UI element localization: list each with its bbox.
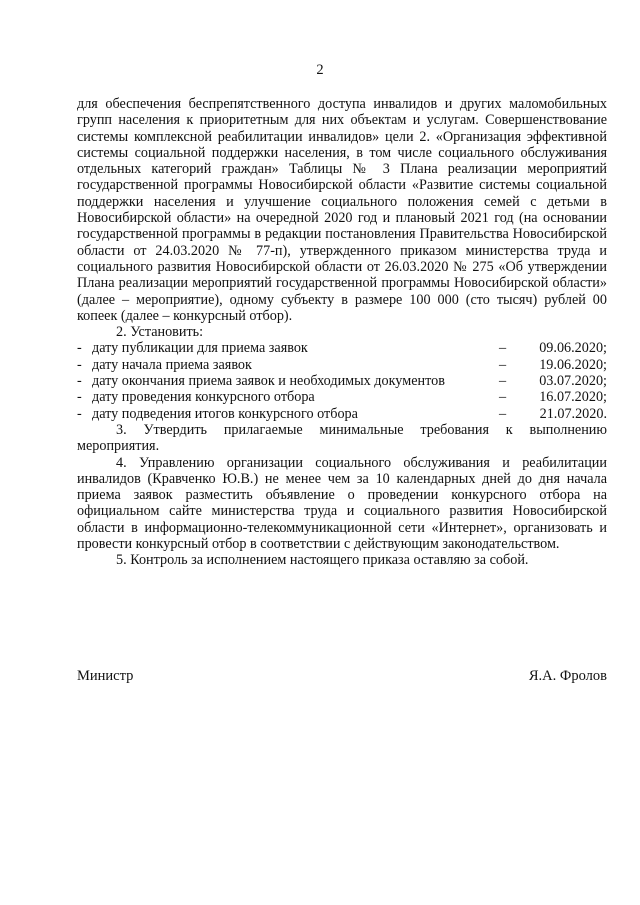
list-dash: - — [77, 405, 82, 422]
list-dash: - — [77, 356, 82, 373]
signature-block — [77, 668, 607, 685]
schedule-label: дату подведения итогов конкурсного отбора — [92, 405, 358, 422]
schedule-item — [77, 357, 607, 373]
schedule-label: дату начала приема заявок — [92, 356, 252, 373]
list-separator: – — [499, 356, 507, 373]
schedule-date: 09.06.2020; — [539, 340, 607, 357]
schedule-label: дату окончания приема заявок и необходимых документов — [92, 373, 445, 390]
schedule-item — [77, 373, 607, 389]
signatory-position: Министр — [77, 668, 134, 684]
document-body — [77, 96, 607, 569]
list-separator: – — [499, 340, 507, 357]
schedule-list — [77, 340, 607, 421]
schedule-date: 21.07.2020. — [539, 405, 607, 422]
signatory-name: Я.А. Фролов — [528, 668, 607, 684]
schedule-date: 16.07.2020; — [539, 389, 607, 406]
item-2-heading: 2. Установить: — [116, 324, 204, 341]
list-dash: - — [77, 389, 82, 406]
list-separator: – — [499, 389, 507, 406]
page-number: 2 — [316, 62, 324, 78]
list-separator: – — [499, 373, 507, 390]
item-3-paragraph: 3. Утвердить прилагаемые минимальные требования к выполнению мероприятия. — [77, 421, 607, 455]
list-dash: - — [77, 340, 82, 357]
item-4-paragraph: 4. Управлению организации социального обслуживания и реабилитации инвалидов (Кравченко Ю.В.) не менее чем за 10 календарных дней до дня начала приема заявок разместить объявление о проведении конкурсного отбора на официальном сайте министерства труда и социального развития Новосибирской области в информационно-телекоммуникационной сети «Интернет», организовать и провести конкурсный отбор в соответствии с действующим законодательством. — [77, 454, 607, 553]
item-5-paragraph: 5. Контроль за исполнением настоящего приказа оставляю за собой. — [116, 552, 529, 569]
schedule-date: 19.06.2020; — [539, 356, 607, 373]
list-dash: - — [77, 373, 82, 390]
schedule-item — [77, 340, 607, 356]
schedule-item — [77, 406, 607, 422]
paragraph-intro: для обеспечения беспрепятственного доступа инвалидов и других маломобильных групп населения к приоритетным для них объектам и услугам. Совершенствование системы комплексной реабилитации инвалидов» цели 2. «Организация эффективной системы социальной поддержки населения, в том числе социального обслуживания отдельных категорий граждан» Таблицы № 3 Плана реализации мероприятий государственной программы Новосибирской области «Развитие системы социальной поддержки населения и улучшение социального положения семей с детьми в Новосибирской области» на очередной 2020 год и плановый 2021 год (на основании государственной программы в редакции постановления Правительства Новосибирской области от 24.03.2020 № 77-п), утвержденного приказом министерства труда и социального развития Новосибирской области от 26.03.2020 № 275 «Об утверждении Плана реализации мероприятий государственной программы Новосибирской области» (далее – мероприятие), одному субъекту в размере 100 000 (сто тысяч) рублей 00 копеек (далее – конкурсный отбор). — [77, 96, 607, 324]
schedule-label: дату проведения конкурсного отбора — [92, 389, 315, 406]
schedule-label: дату публикации для приема заявок — [92, 340, 308, 357]
schedule-date: 03.07.2020; — [539, 373, 607, 390]
schedule-item — [77, 389, 607, 405]
list-separator: – — [499, 405, 507, 422]
